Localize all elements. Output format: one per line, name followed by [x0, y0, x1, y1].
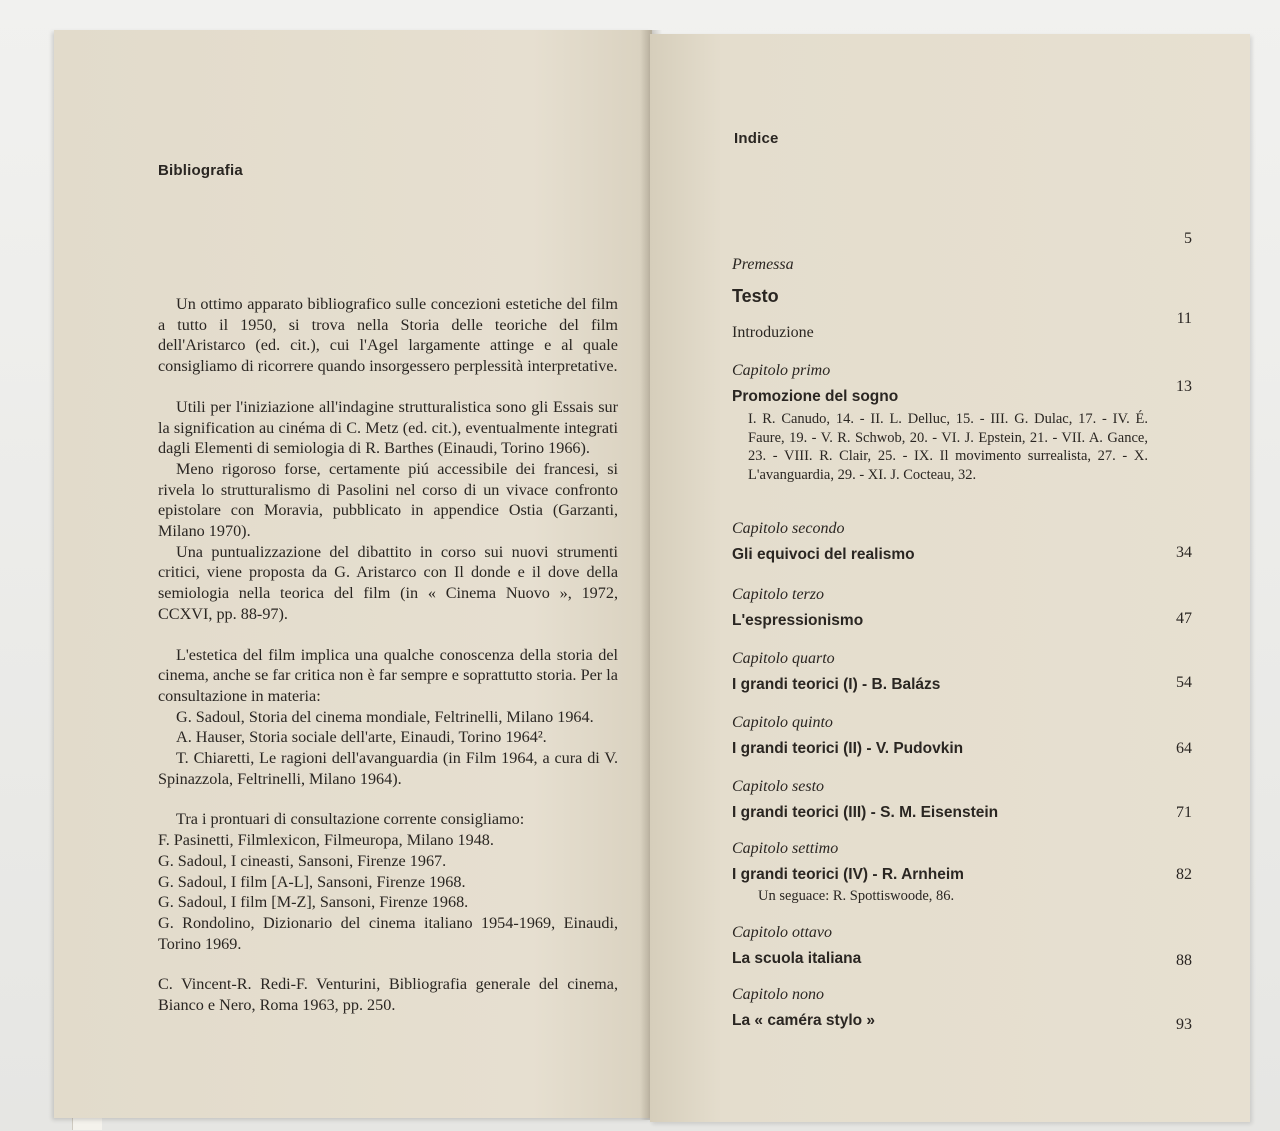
toc-chapter-title: I grandi teorici (II) - V. Pudovkin [732, 740, 964, 757]
toc-chapter-title: I grandi teorici (III) - S. M. Eisenstein [732, 804, 999, 821]
open-book [40, 30, 1258, 1120]
toc-label: Premessa [732, 256, 794, 273]
bib-paragraph: Meno rigoroso forse, certamente piú accessibile dei francesi, si rivela lo strutturalismo di Pasolini nel corso di un vivace confronto epistolare con Moravia, pubblicato in appendice Ostia (Garzanti, Milano 1970). [158, 459, 618, 541]
left-page [54, 30, 652, 1118]
bib-paragraph: Utili per l'iniziazione all'indagine strutturalistica sono gli Essais sur la signification au cinéma di C. Metz (ed. cit.), eventualmente integrati dagli Elementi di semiologia di R. Barthes (Einaudi, Torino 1966). [158, 397, 618, 458]
toc-chapter-title: Gli equivoci del realismo [732, 546, 915, 563]
toc-chapter-label: Capitolo secondo [732, 520, 845, 537]
toc-subentries: I. R. Canudo, 14. - II. L. Delluc, 15. - III. G. Dulac, 17. - IV. É. Faure, 19. - V. R. Schwob, 20. - VI. J. Epstein, 21. - VII. A. Gance, 23. - VIII. R. Clair, 25. - IX. Il movimento surrealista, 27. - X. L'avanguardia, 29. - XI. J. Cocteau, 32. [748, 411, 1148, 483]
toc-entry-premessa [732, 230, 1192, 274]
bib-entry: T. Chiaretti, Le ragioni dell'avanguardia (in Film 1964, a cura di V. Spinazzola, Feltrinelli, Milano 1964). [158, 749, 618, 788]
toc-chapter-label: Capitolo nono [732, 986, 825, 1003]
toc-chapter-title: Promozione del sogno [732, 388, 899, 405]
toc-chapter-title: La « caméra stylo » [732, 1012, 876, 1029]
toc-page-number: 5 [1184, 230, 1192, 247]
toc-chapter-title: La scuola italiana [732, 950, 862, 967]
toc-chapter-label: Capitolo quinto [732, 714, 833, 731]
bibliography-text [158, 294, 618, 1016]
toc-page-number: 71 [1176, 804, 1192, 821]
bib-entry: G. Sadoul, Storia del cinema mondiale, Feltrinelli, Milano 1964. [176, 707, 594, 726]
toc-entry-chapter-6 [732, 778, 1192, 822]
bib-paragraph: Una puntualizzazione del dibattito in corso sui nuovi strumenti critici, viene proposta da G. Aristarco con Il donde e il dove della semiologia nella teorica del film (in « Cinema Nuovo », 1972, CCXVI, pp. 88-97). [158, 542, 618, 623]
toc-subentries: Un seguace: R. Spottiswoode, 86. [758, 888, 955, 904]
toc-chapter-label: Capitolo primo [732, 362, 831, 379]
toc-chapter-label: Capitolo quarto [732, 650, 835, 667]
toc-page-number: 64 [1176, 740, 1192, 757]
toc-entry-chapter-7 [732, 840, 1192, 906]
bib-entry: F. Pasinetti, Filmlexicon, Filmeuropa, Milano 1948. [158, 831, 494, 850]
toc-entry-chapter-1 [732, 362, 1192, 484]
toc-chapter-label: Capitolo sesto [732, 778, 825, 795]
right-page [650, 34, 1250, 1122]
index-heading: Indice [734, 130, 779, 147]
toc-entry-chapter-3 [732, 586, 1192, 630]
bibliography-heading: Bibliografia [158, 162, 243, 179]
toc-entry-chapter-4 [732, 650, 1192, 694]
toc-page-number: 34 [1176, 544, 1192, 561]
bib-entry: A. Hauser, Storia sociale dell'arte, Einaudi, Torino 1964². [176, 728, 547, 747]
toc-chapter-label: Capitolo ottavo [732, 924, 832, 941]
toc-page-number: 47 [1176, 610, 1192, 627]
bib-paragraph: Un ottimo apparato bibliografico sulle concezioni estetiche del film a tutto il 1950, si trova nella Storia delle teoriche del film dell'Aristarco (ed. cit.), cui l'Agel largamente attinge e al quale consigliamo di ricorrere quando insorgessero perplessità interpretative. [158, 295, 618, 376]
bib-paragraph: Tra i prontuari di consultazione corrente consigliamo: [176, 810, 525, 829]
toc-page-number: 54 [1176, 674, 1192, 691]
toc-chapter-title: I grandi teorici (IV) - R. Arnheim [732, 866, 964, 883]
toc-section-title: Testo [732, 286, 779, 306]
bib-entry: G. Sadoul, I film [A-L], Sansoni, Firenze 1968. [158, 872, 466, 891]
toc-page-number: 82 [1176, 866, 1192, 883]
toc-entry-chapter-5 [732, 714, 1192, 758]
toc-entry-chapter-9 [732, 986, 1192, 1033]
toc-page-number: 13 [1176, 378, 1192, 395]
toc-page-number: 11 [1176, 310, 1192, 327]
bib-entry: C. Vincent-R. Redi-F. Venturini, Bibliografia generale del cinema, Bianco e Nero, Roma 1963, pp. 250. [158, 975, 618, 1015]
toc-chapter-label: Capitolo terzo [732, 586, 825, 603]
toc-entry-testo [732, 286, 1192, 307]
toc-page-number: 93 [1176, 1016, 1192, 1033]
toc-entry-chapter-2 [732, 520, 1192, 564]
toc-chapter-title: L'espressionismo [732, 612, 864, 629]
toc-page-number: 88 [1176, 952, 1192, 969]
toc-entry-chapter-8 [732, 924, 1192, 968]
bib-entry: G. Sadoul, I cineasti, Sansoni, Firenze 1967. [158, 851, 447, 870]
bib-entry: G. Rondolino, Dizionario del cinema italiano 1954-1969, Einaudi, Torino 1969. [158, 913, 618, 953]
toc-chapter-label: Capitolo settimo [732, 840, 839, 857]
toc-label: Introduzione [732, 324, 814, 341]
toc-entry-introduzione [732, 310, 1192, 342]
toc-chapter-title: I grandi teorici (I) - B. Balázs [732, 676, 941, 693]
bib-paragraph: L'estetica del film implica una qualche conoscenza della storia del cinema, anche se far critica non è far sempre e soprattutto storia. Per la consultazione in materia: [158, 645, 618, 705]
bib-entry: G. Sadoul, I film [M-Z], Sansoni, Firenze 1968. [158, 893, 469, 912]
